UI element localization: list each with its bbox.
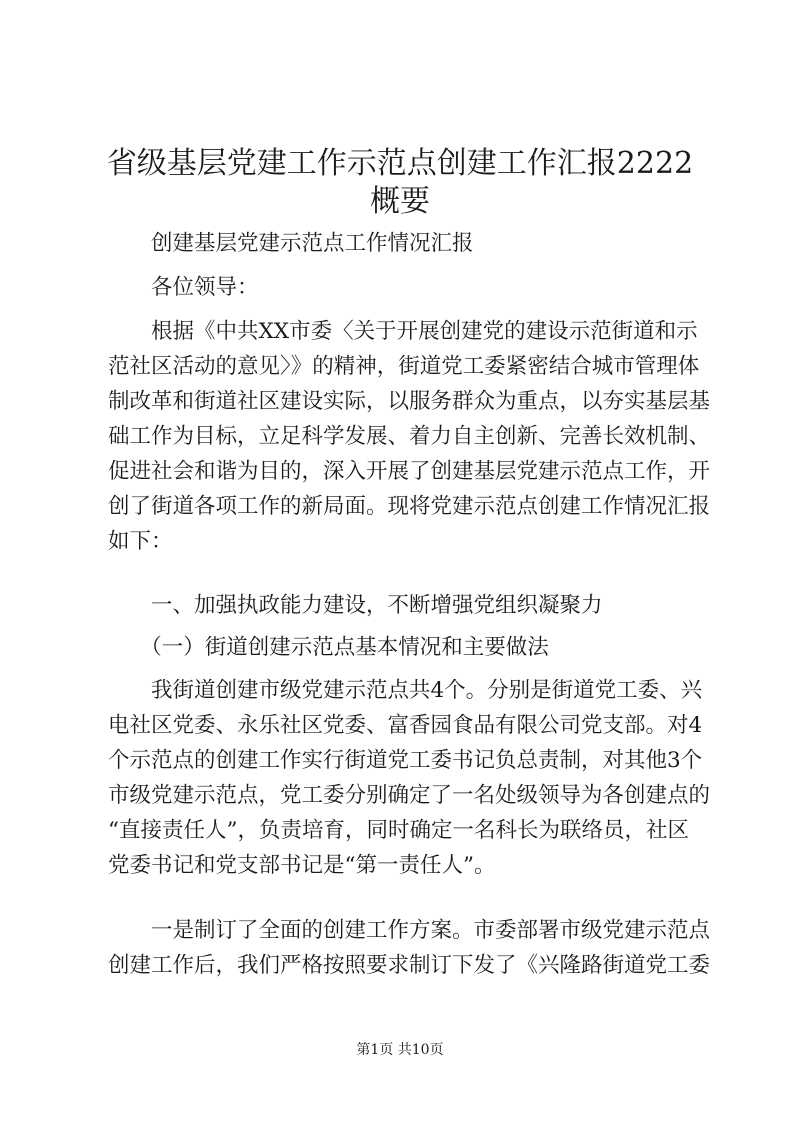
page-footer: 第1页 共10页	[356, 1042, 444, 1058]
subtitle: 创建基层党建示范点工作情况汇报	[108, 231, 474, 256]
document-title-line-2: 概要	[370, 184, 430, 219]
body-line: 个示范点的创建工作实行街道党工委书记负总责制，对其他3个	[108, 748, 703, 773]
body-line: 促进社会和谐为目的，深入开展了创建基层党建示范点工作，开	[108, 459, 711, 484]
body-line: 创了街道各项工作的新局面。现将党建示范点创建工作情况汇报	[108, 494, 711, 519]
body-line: 党委书记和党支部书记是“第一责任人”。	[108, 853, 496, 878]
body-line: 制改革和街道社区建设实际，以服务群众为重点，以夯实基层基	[108, 389, 711, 414]
section-heading: 一、加强执政能力建设，不断增强党组织凝聚力	[108, 593, 603, 618]
document-title-line-1: 省级基层党建工作示范点创建工作汇报2222	[106, 146, 694, 181]
body-line: 根据《中共XX市委〈关于开展创建党的建设示范街道和示	[108, 319, 698, 344]
subsection-heading: （一）街道创建示范点基本情况和主要做法	[108, 635, 549, 660]
body-line: 如下：	[108, 529, 173, 554]
body-line: 一是制订了全面的创建工作方案。市委部署市级党建示范点	[108, 918, 711, 943]
body-line: 我街道创建市级党建示范点共4个。分别是街道党工委、兴	[108, 678, 703, 703]
body-line: “直接责任人”，负责培育，同时确定一名科长为联络员，社区	[108, 818, 689, 843]
body-line: 范社区活动的意见〉》的精神，街道党工委紧密结合城市管理体	[108, 354, 700, 379]
body-line: 础工作为目标，立足科学发展、着力自主创新、完善长效机制、	[108, 424, 711, 449]
body-line: 创建工作后，我们严格按照要求制订下发了《兴隆路街道党工委	[108, 953, 711, 978]
body-line: 电社区党委、永乐社区党委、富香园食品有限公司党支部。对4	[108, 713, 703, 738]
salutation: 各位领导：	[108, 275, 259, 300]
body-line: 市级党建示范点，党工委分别确定了一名处级领导为各创建点的	[108, 783, 711, 808]
